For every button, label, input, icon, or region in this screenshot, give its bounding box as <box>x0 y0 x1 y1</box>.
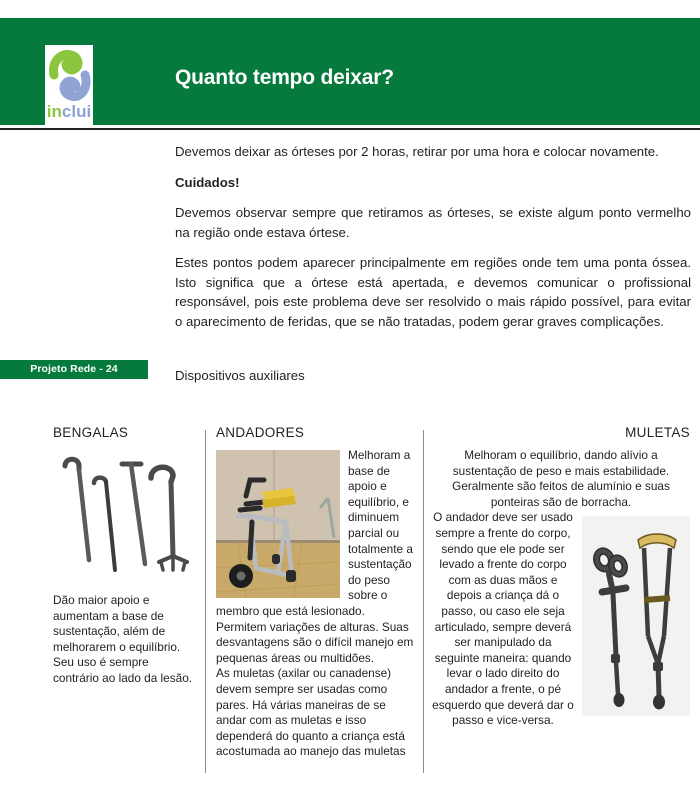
column-caption-bengalas: Dão maior apoio e aumentam a base de sustentação, além de melhorarem o equilíbrio. Seu uso é sempre contrário ao lado da lesão. <box>53 593 193 685</box>
column-muletas <box>432 425 690 729</box>
column-text-muletas-a: Melhoram o equilíbrio, dando alívio a sustentação de peso e mais estabilidade. Geralmente são feitos de alumínio e suas ponteiras são de borracha. <box>452 448 670 509</box>
column-text-andadores-a: Melhoram a base de apoio e equilíbrio, e diminuem parcial ou totalmente a sustentação do peso sobre o <box>348 448 413 603</box>
walker-photo-frame <box>216 450 340 598</box>
crutches-photo-frame <box>582 516 690 716</box>
inclui-logo-icon <box>45 45 93 127</box>
canes-illustration <box>53 448 197 583</box>
svg-text:inclui: inclui <box>46 102 92 121</box>
section-subheading: Dispositivos auxiliares <box>175 368 305 383</box>
walker-photo <box>216 450 340 598</box>
column-text-andadores-b: membro que está lesionado. Permitem variações de alturas. Suas desvantagens são o difícil manejo em pequenas áreas ou multidões. <box>216 603 414 665</box>
column-text-muletas-b: O andador deve ser usado sempre a frente do corpo, sendo que ele pode ser levado a frente do corpo com as duas mãos e depois a criança dá o passo, ou caso ele seja articulado, sempre deverá ser manipulado da seguinte maneira: quando levar o lado direito do andador a frente, o pé esquerdo que deverá dar o passo e vice-versa. <box>432 510 574 728</box>
paragraph-pontos: Estes pontos podem aparecer principalmente em regiões onde tem uma ponta óssea. Isto significa que a órtese está apertada, e devemos comunicar o profissional responsável, pois este problema deve ser resolvido o mais rápido possível, para evitar o aparecimento de feridas, que se não tratadas, podem gerar graves complicações. <box>175 255 691 329</box>
paragraph-cuidados-heading: Cuidados! <box>175 174 240 190</box>
column-title-bengalas: BENGALAS <box>53 425 129 440</box>
main-body-text <box>175 142 691 331</box>
column-divider-2 <box>423 430 424 773</box>
paragraph-observacao: Devemos observar sempre que retiramos as órteses, se existe algum ponto vermelho na região onde estava órtese. <box>175 205 691 240</box>
paragraph-intro: Devemos deixar as órteses por 2 horas, retirar por uma hora e colocar novamente. <box>175 144 659 159</box>
header-divider-rule <box>0 128 700 130</box>
column-divider-1 <box>205 430 206 773</box>
column-title-muletas: MULETAS <box>625 425 690 440</box>
column-andadores <box>216 425 414 760</box>
page-title: Quanto tempo deixar? <box>175 66 394 89</box>
column-text-andadores-c: As muletas (axilar ou canadense) devem sempre ser usadas como pares. Há várias maneiras de se andar com as muletas e isso dependerá do quanto a criança está acostumada ao manejo das muletas <box>216 666 406 759</box>
column-text-andadores-wrap <box>348 448 414 604</box>
logo <box>45 45 93 127</box>
devices-columns <box>0 425 700 785</box>
column-bengalas <box>53 425 197 687</box>
column-title-andadores: ANDADORES <box>216 425 305 440</box>
page-footer-tab: Projeto Rede - 24 <box>0 360 148 379</box>
crutches-illustration <box>582 516 690 716</box>
